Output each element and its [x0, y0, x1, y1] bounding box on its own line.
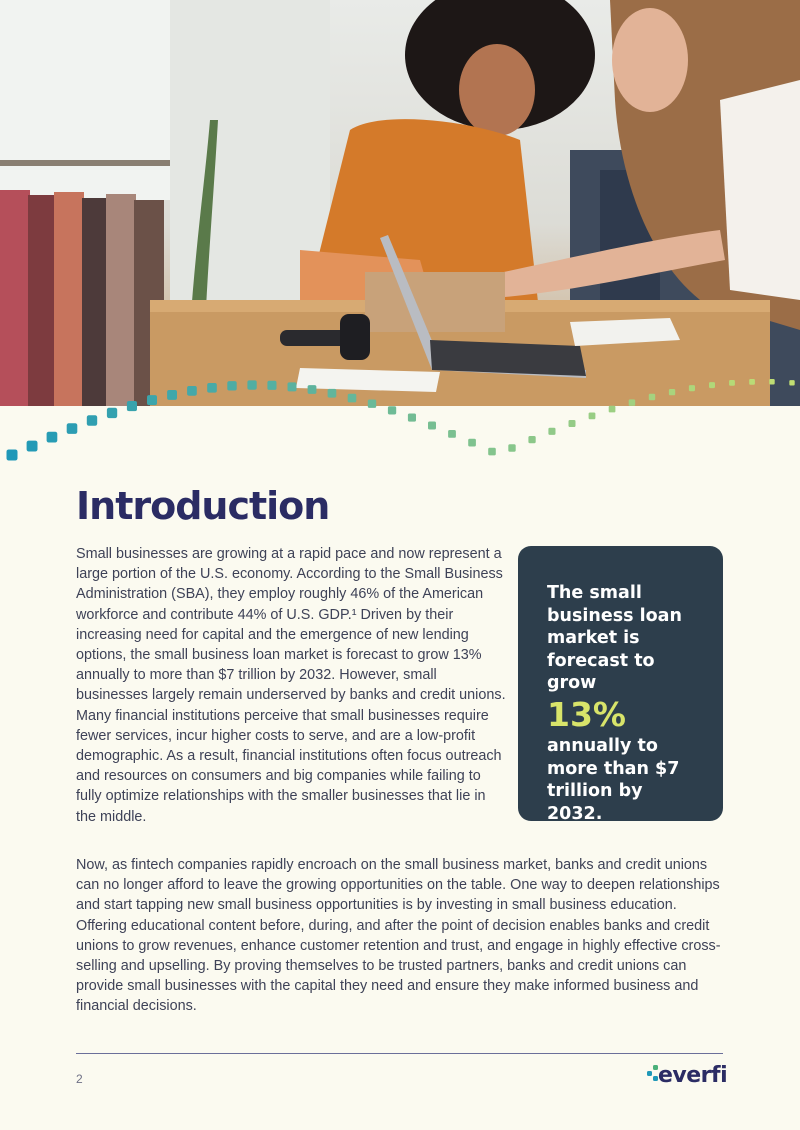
wave-dot	[187, 386, 197, 396]
wave-dot	[308, 385, 317, 394]
wave-dot	[47, 432, 58, 443]
wave-dot	[789, 380, 794, 385]
wave-dot	[368, 400, 376, 408]
wave-dot	[227, 381, 236, 390]
wave-dot	[729, 380, 735, 386]
wave-dot	[87, 415, 97, 425]
wave-dot	[589, 413, 596, 420]
stat-figure: 13%	[547, 694, 626, 734]
everfi-logo	[646, 1063, 726, 1091]
wave-dot	[247, 380, 256, 389]
wave-dot	[689, 385, 695, 391]
wave-dot	[649, 394, 655, 400]
footer-divider	[76, 1053, 723, 1054]
wave-dot	[488, 448, 496, 456]
body-paragraph: Now, as fintech companies rapidly encroach on the small business market, banks and credit unions can no longer afford to leave the growing opportunities on the table. One way to deepen relationships and start tapping new small business opportunities is by investing in small business education. Offering educational content before, during, and after the point of decision enables banks and credit unions to grow revenues, enhance customer retention and trust, and engage in highly effective cross-selling and upselling. By proving themselves to be trusted partners, banks and credit unions can provide small businesses with the capital they need and ensure they make informed business and financial decisions.	[76, 857, 721, 1015]
page-title: Introduction	[76, 484, 330, 528]
wave-dot	[749, 379, 755, 385]
wave-dot	[468, 439, 476, 447]
logo-wordmark: everfi	[658, 1063, 728, 1088]
wave-dot	[27, 441, 38, 452]
wave-dot	[207, 383, 217, 393]
wave-dot	[328, 389, 337, 398]
wave-dot	[288, 382, 297, 391]
wave-dot	[7, 450, 18, 461]
wave-dot	[267, 381, 276, 390]
wave-dot	[147, 395, 157, 405]
wave-dot	[528, 436, 535, 443]
wave-dot	[67, 423, 78, 434]
wave-dot	[609, 406, 616, 413]
wave-dot	[428, 422, 436, 430]
page-number: 2	[76, 1072, 83, 1086]
wave-dot	[167, 390, 177, 400]
wave-dot	[448, 430, 456, 438]
wave-dot	[669, 389, 675, 395]
wave-dot	[629, 399, 636, 406]
stat-lead-text: The small business loan market is forecast to grow	[547, 583, 682, 694]
wave-dot	[769, 379, 775, 385]
wave-dot	[348, 394, 357, 403]
wave-dot	[709, 382, 715, 388]
decorative-dot-wave	[0, 340, 800, 500]
wave-dot	[127, 401, 137, 411]
intro-paragraph: Small businesses are growing at a rapid pace and now represent a large portion of the U.S. economy. According to the Small Business Administration (SBA), they employ roughly 46% of the American workforce and contribute 44% of U.S. GDP.¹ Driven by their increasing need for capital and the emergence of new lending options, the small business loan market is forecast to grow 13% annually to more than $7 trillion by 2032. However, small businesses largely remain underserved by banks and credit unions. Many financial institutions perceive that small businesses require fewer services, incur higher costs to serve, and are a low-profit demographic. As a result, financial institutions often focus outreach and resources on consumers and big companies while failing to fully optimize relationships with the smaller businesses that lie in the middle.	[76, 546, 506, 825]
wave-dot	[569, 420, 576, 427]
wave-dot	[408, 414, 416, 422]
wave-dot	[107, 408, 117, 418]
wave-dot	[548, 428, 555, 435]
stat-tail-text: annually to more than $7 trillion by 2032.	[547, 735, 680, 824]
stat-callout	[518, 546, 723, 824]
wave-dot	[508, 444, 515, 451]
wave-dot	[388, 406, 396, 414]
